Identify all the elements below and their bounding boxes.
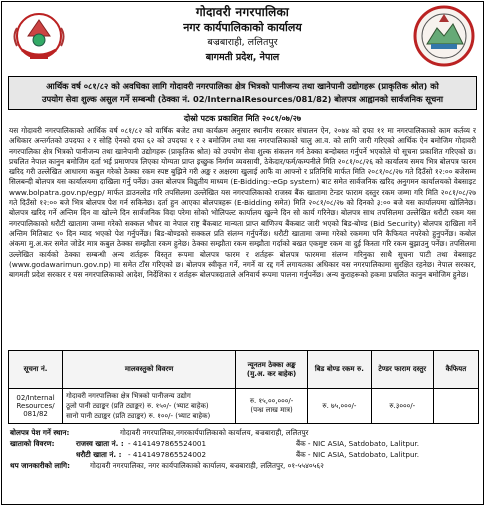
notice-page — [1, 1, 484, 505]
notice-title — [8, 76, 477, 110]
col-bid-bond: बिड बोण्ड रकम रु. — [308, 351, 372, 389]
revenue-account-label: राजस्व खाता नं. : — [76, 439, 124, 448]
col-min-amount: न्यूनतम ठेक्का अङ्क (मु.अ. कर बाहेक) — [236, 351, 308, 389]
cell-min-amount — [236, 389, 308, 424]
col-description: मालवस्तुको विवरण — [63, 351, 236, 389]
col-remarks: कैफियत — [433, 351, 478, 389]
desc-line: गोदावरी नगरपालिका क्षेत्र भित्रको पानीजन्य उद्योग — [66, 392, 191, 400]
footer-info — [10, 427, 475, 471]
accounts-label: खाताको विवरण: — [10, 439, 55, 448]
publish-date: दोस्रो पटक प्रकाशित मिति २०८१/०७/२७ — [183, 114, 302, 123]
cell-bid-bond: रु. ७५,०००/- — [308, 389, 372, 424]
nepal-emblem-icon — [8, 6, 70, 64]
more-info-value: गोदावरी नगरपालिका, नगर कार्यपालिकाको कार्यालय, बज्रबाराही, ललितपुर, ०१-५५४०५६२ — [90, 461, 324, 470]
org-name: गोदावरी नगरपालिका — [195, 5, 290, 19]
deposit-account-number: - 4141497865524002 — [128, 450, 207, 459]
submit-place-value: गोदावरी नगरपालिका,नगरकार्यपालिकाको कार्यालय, बज्रबाराही, ललितपुर — [120, 428, 309, 437]
tender-table — [8, 350, 479, 424]
revenue-account-number: - 4141497865524001 — [128, 439, 207, 448]
office-name: नगर कार्यपालिकाको कार्यालय — [183, 21, 302, 34]
min-amount-value: रु. १५,००,०००/- — [249, 397, 294, 405]
revenue-bank: बैंक - NIC ASIA, Satdobato, Lalitpur. — [296, 439, 420, 448]
desc-line: ठूलो पानी ट्याङ्कर (प्रति ट्याङ्कर) रु. १५०/- (भ्याट बाहेक) — [66, 402, 209, 410]
cell-notice-no: 02/Internal Resources/ 081/82 — [9, 389, 63, 424]
title-line-1: आर्थिक वर्ष ०८१/८२ को अवधिका लागि गोदावरी नगरपालिका क्षेत्र भित्रको पानीजन्य तथा खानेपानी उद्योगहरू (प्राकृतिक श्रोत) को — [46, 81, 439, 91]
cell-remarks — [433, 389, 478, 424]
table-header-row — [9, 351, 479, 389]
cell-tender-fee: रु.३०००/- — [371, 389, 433, 424]
deposit-account-label: धरौटी खाता नं. : — [76, 450, 122, 459]
cell-description — [63, 389, 236, 424]
min-amount-words: (पन्ध्र लाख मात्र) — [250, 406, 293, 414]
more-info-label: थप जानकारीको लागि: — [10, 461, 70, 470]
table-row — [9, 389, 479, 424]
col-tender-fee: टेण्डर फाराम दस्तुर — [371, 351, 433, 389]
header — [2, 2, 483, 76]
deposit-bank: बैंक - NIC ASIA, Satdobato, Lalitpur. — [296, 450, 420, 459]
office-address: बज्रबाराही, ललितपुर — [207, 37, 278, 48]
submit-place-label: बोलपत्र पेश गर्ने स्थान: — [10, 428, 70, 437]
title-line-2: उपयोग सेवा शुल्क असुल गर्ने सम्बन्धी (ठेक्का नं. 02/InternalResources/081/82) बोलपत्र आह्वानको सार्वजनिक सूचना — [41, 94, 443, 104]
notice-body: यस गोदावरी नगरपालिकाको आर्थिक वर्ष ०८१/८२ को वार्षिक बजेट तथा कार्यक्रम अनुसार स्थानीय सरकार संचालन ऐन, २०७४ को दफा ११ मा नगरपालिकाको काम कर्तव्य र अधिकार अन्तर्गतको उपदफा २ र सोहि ऐनको दफा ६२ को उपदफा १ र २ बमोजिम तथा यस नगरपालिकाको चालु आ.व. को लागि जारी गरिएको आर्थिक ऐन बमोजिम गोदावरी नगरपालिका क्षेत्र भित्रको पानीजन्य तथा खानेपानी उद्योगहरू (प्राकृतिक श्रोत) को उपयोग सेवा शुल्क संकलन गर्न ठेक्का बन्दोबस्त गर्नुपर्ने भएकोले यो सूचना प्रकाशित गरिएको छ। प्रचलित नेपाल कानुन बमोजिम दर्ता भई प्रमाणपत्र लिएका योग्यता प्राप्त इच्छुक निर्माण व्यवसायी, ठेकेदार/फर्म/कम्पनीले मिति २०८१/०८/२६ को कार्यालय समय भित्र बोलपत्र फारम खरिद गरी उल्लेखित आधारमा कबुल गरेको ठेक्का रकम स्पष्ट बुझिने गरी अङ्क र अक्षरमा खुलाई आफैं वा आफ्नो र प्रतिनिधि मार्फत मिति २०८१/०८/२७ गते दिउँसो १२:०० बजेसम्म सिलबन्दी बोलपत्र यस कार्यालयमा दाखिला गर्नु पर्नेछ। उक्त बोलपत्र विद्युतीय माध्यम (E-Bidding:-eGp system) बाट समेत सार्वजनिक खरिद अनुगमन कार्यालयको वेबसाइट www.bolpatra.gov.np/egp/ मार्फत डाउनलोड गरि तपसिलमा उल्लेखित यस नगरपालिकाको राजस्व बैंक खातामा टेन्डर फाराम दस्तुर रकम जम्मा गरि मिति २०८१/०८/२७ गते दिउँसो १२:०० बजे भित्र बोलपत्र पेश गर्न सकिनेछ। दर्ता हुन आएका बोलपत्रहरू (E-Bidding समेत) मिति २०८१/०८/२७ को दिनको ३:०० बजे यस कार्यालयमा खोलिनेछ। बोलपत्र खरिद गर्ने अन्तिम दिन वा खोल्ने दिन सार्वजनिक विदा परेमा सोको भोलिपल्ट कार्यालय खुल्ने दिन सो कार्य गरिनेछ। बोलपत्र साथ तपसिलमा उल्लेखित धरौटी रकम यस नगरपालिकाको धरौटी खातामा जम्मा गरेको सक्कल भौचर वा नेपाल राष्ट्र बैंकबाट मान्यता प्राप्त बाणिज्य बैंकबाट जारी भएको बिड-बोण्ड (Bid Security) बोलपत्र दाखिला गर्ने अन्तिम मितिबाट ९० दिन म्याद भएको पेश गर्नुपर्नेछ। बिड-बोण्डको सक्कल प्रति संलग्न गर्नुपर्नेछ। धरौटी खातामा जम्मा गरेको रकममा पनि कैफियत नपरेको हुनुपर्नेछ। कबोल अंकमा मु.अ.कर समेत जोडेर मात्र कबुल ठेक्का सम्झौता रकम हुनेछ। ठेक्का सम्झौता रकम सम्झौता गर्दाको बखत एकमुष्ट रकम वा दुई किस्ता गरि रकम बुझाउनु पर्नेछ। तपसिलमा उल्लेखित कार्यको ठेक्का सम्बन्धी अन्य शर्तहरू विस्तृत रूपमा बोलपत्र फारम र शर्तहरू बोलपत्र फारममा संलग्न गरिनुका साथै सूचना पाटी तथा वेबसाइट (www.godawarimun.gov.np) मा समेत टाँस गरिएको छ। बोलपत्र स्वीकृत गर्ने, नगर्ने वा रद्द गर्ने लगायतका अधिकार यस नगरपालिकामा सुरक्षित रहनेछ। नेपाल सरकार, बागमती प्रदेश सरकार र यस नगरपालिकाको आदेश, निर्देशिका र शर्तहरू बोलपत्रदाताले अनिवार्य रूपमा पालना गर्नुपर्नेछ। अन्य कुराहरूको हकमा प्रचलित कानुन बमोजिम हुनेछ। — [9, 126, 476, 280]
col-notice-no: सूचना नं. — [9, 351, 63, 389]
province-name: बागमती प्रदेश, नेपाल — [205, 52, 280, 63]
desc-line: सानो पानी ट्याङ्कर (प्रति ट्याङ्कर) रु. १००/- (भ्याट बाहेक) — [66, 412, 211, 420]
municipality-logo-icon — [411, 4, 477, 68]
